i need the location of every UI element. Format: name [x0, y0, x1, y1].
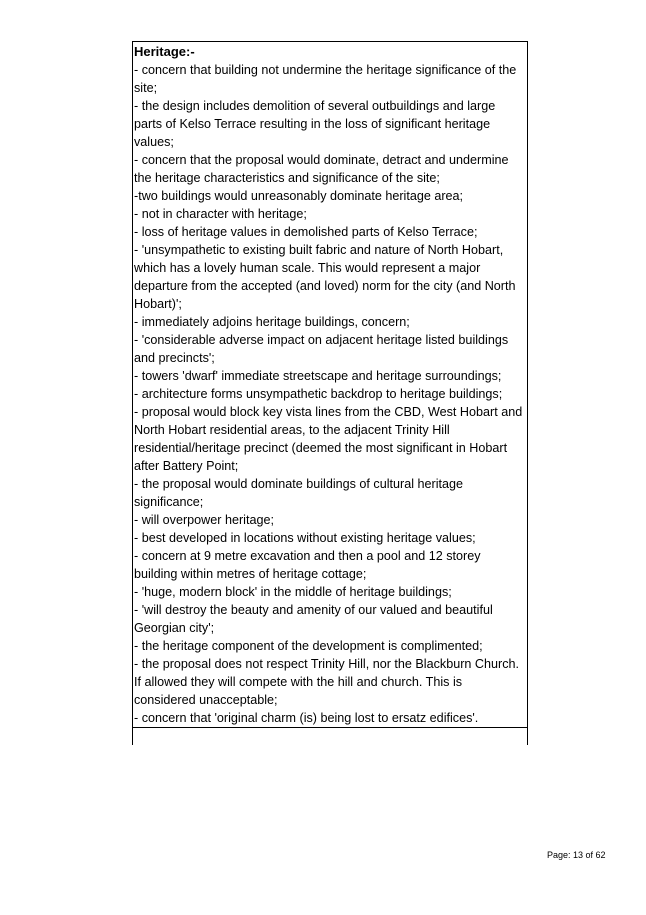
comment-line: departure from the accepted (and loved) norm for the city (and North [134, 279, 516, 293]
comment-line: North Hobart residential areas, to the adjacent Trinity Hill [134, 423, 450, 437]
comment-line: building within metres of heritage cottage; [134, 567, 367, 581]
comment-line: - concern at 9 metre excavation and then a pool and 12 storey [134, 549, 481, 563]
comment-line: - the heritage component of the development is complimented; [134, 639, 483, 653]
comment-line: - the design includes demolition of several outbuildings and large [134, 99, 496, 113]
heritage-cell [133, 42, 527, 728]
comment-line: - 'huge, modern block' in the middle of heritage buildings; [134, 585, 452, 599]
comment-line: the heritage characteristics and significance of the site; [134, 171, 440, 185]
section-heading: Heritage:- [134, 44, 195, 59]
comment-line: - concern that building not undermine the heritage significance of the [134, 63, 517, 77]
table-frame [132, 41, 528, 745]
comment-line: - 'unsympathetic to existing built fabric and nature of North Hobart, [134, 243, 504, 257]
comment-line: - towers 'dwarf' immediate streetscape and heritage surroundings; [134, 369, 502, 383]
comment-line: Georgian city'; [134, 621, 215, 635]
comment-line: significance; [134, 495, 204, 509]
comment-line: If allowed they will compete with the hill and church. This is [134, 675, 463, 689]
comment-line: -two buildings would unreasonably dominate heritage area; [134, 189, 464, 203]
comment-line: after Battery Point; [134, 459, 239, 473]
comment-line: values; [134, 135, 174, 149]
comment-line: and precincts'; [134, 351, 215, 365]
comment-line: - 'considerable adverse impact on adjacent heritage listed buildings [134, 333, 509, 347]
comment-line: parts of Kelso Terrace resulting in the loss of significant heritage [134, 117, 491, 131]
comment-line: - the proposal would dominate buildings of cultural heritage [134, 477, 464, 491]
comment-line: - concern that the proposal would dominate, detract and undermine [134, 153, 509, 167]
page-number: Page: 13 of 62 [547, 850, 606, 860]
comment-line: - architecture forms unsympathetic backdrop to heritage buildings; [134, 387, 503, 401]
comment-line: - immediately adjoins heritage buildings, concern; [134, 315, 410, 329]
comment-line: - 'will destroy the beauty and amenity of our valued and beautiful [134, 603, 493, 617]
comment-line: site; [134, 81, 158, 95]
comment-line: residential/heritage precinct (deemed the most significant in Hobart [134, 441, 508, 455]
comment-line: - proposal would block key vista lines from the CBD, West Hobart and [134, 405, 523, 419]
comment-line: - best developed in locations without existing heritage values; [134, 531, 476, 545]
comment-line: - concern that 'original charm (is) being lost to ersatz edifices'. [134, 711, 479, 725]
comment-line: which has a lovely human scale. This would represent a major [134, 261, 481, 275]
comment-line: considered unacceptable; [134, 693, 278, 707]
comment-line: Hobart)'; [134, 297, 182, 311]
comment-line: - will overpower heritage; [134, 513, 274, 527]
comment-line: - loss of heritage values in demolished parts of Kelso Terrace; [134, 225, 478, 239]
comment-line: - not in character with heritage; [134, 207, 307, 221]
comment-line: - the proposal does not respect Trinity Hill, nor the Blackburn Church. [134, 657, 519, 671]
